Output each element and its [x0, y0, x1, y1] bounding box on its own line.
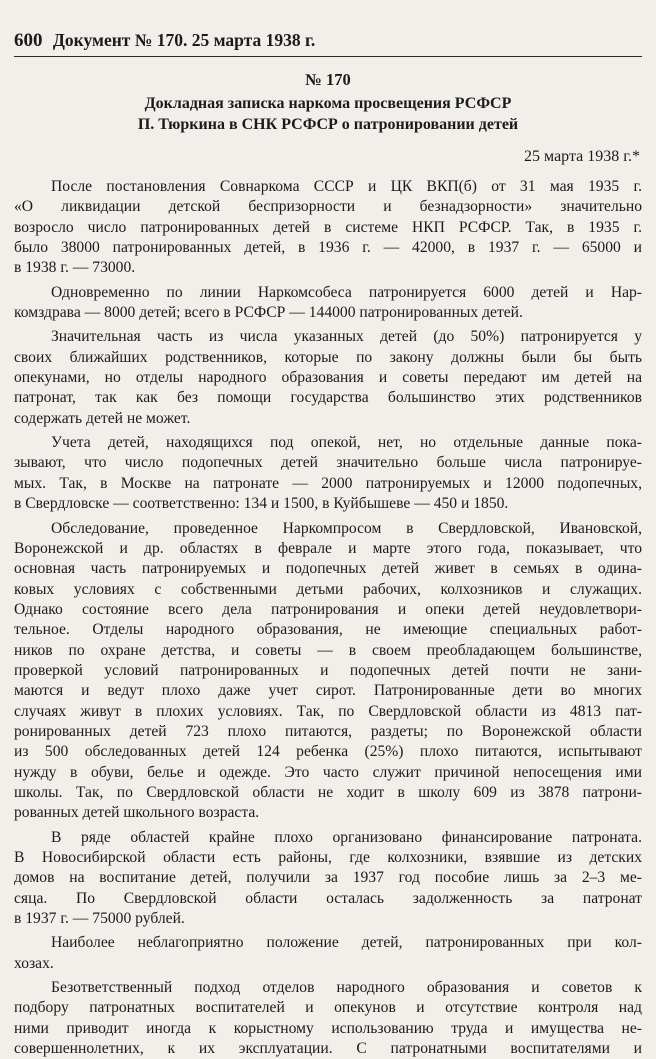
paragraph-line: школы. Так, по Свердловской области не ходит в школу 609 из 3878 патрони- — [14, 783, 642, 801]
paragraph-line: основная часть патронируемых и подопечных детей живет в семьях в одина- — [14, 560, 642, 578]
document-date: 25 марта 1938 г.* — [524, 148, 640, 165]
paragraph-line: В ряде областей крайне плохо организовано финансирование патроната. — [51, 828, 642, 846]
paragraph-line: В Новосибирской области есть районы, где колхозники, взявшие из детских — [14, 849, 642, 866]
paragraph-line: подбору патронатных воспитателей и опекунов и отсутствие контроля над — [14, 999, 642, 1017]
document-title-line: П. Тюркина в СНК РСФСР о патронировании детей — [137, 116, 519, 133]
paragraph — [14, 933, 642, 974]
running-header — [14, 30, 642, 52]
paragraph — [14, 177, 642, 279]
paragraph-line: из 500 обследованных детей 124 ребенка (25%) плохо питаются, испытывают — [14, 743, 642, 761]
paragraph-line: патронат, так как без помощи государства большинство этих родственников — [14, 389, 642, 407]
document-title — [0, 93, 656, 135]
page-number: 600 — [14, 30, 43, 51]
paragraph-line: нужду в обуви, белье и одежде. Это часто служит причиной непосещения ими — [14, 763, 642, 781]
paragraph-line: содержать детей не может. — [14, 409, 191, 427]
paragraph-line: рованных детей школьного возраста. — [14, 804, 260, 822]
header-rule — [14, 56, 642, 57]
paragraph-line: Безответственный подход отделов народного образования и советов к — [51, 979, 642, 997]
paragraph-line: ников по охране детства, и советы — в своем преобладающем большинстве, — [14, 641, 642, 659]
running-title: Документ № 170. 25 марта 1938 г. — [52, 30, 316, 50]
paragraph-line: было 38000 патронированных детей, в 1936 г. — 42000, в 1937 г. — 65000 и — [14, 239, 642, 257]
paragraph-line: совершеннолетних, к их эксплуатации. С патронатными воспитателями и — [14, 1040, 642, 1058]
paragraph-line: в 1937 г. — 75000 рублей. — [14, 910, 185, 928]
paragraph-line: проверкой условий патронированных и подопечных детей почти не зани- — [14, 661, 642, 679]
paragraph-line: зывают, что число подопечных детей значительно больше числа патронируе- — [14, 454, 642, 472]
paragraph-line: «О ликвидации детской беспризорности и безнадзорности» значительно — [14, 198, 642, 216]
paragraph-line: Обследование, проведенное Наркомпросом в Свердловской, Ивановской, — [51, 519, 642, 537]
paragraph-line: своих ближайших родственников, которые по закону должны были бы быть — [14, 348, 642, 366]
paragraph-line: случаях живут в плохих условиях. Так, по Свердловской области из 4813 пат- — [14, 702, 642, 720]
paragraph-line: мых. Так, в Москве на патронате — 2000 патронируемых и 12000 подопечных, — [14, 474, 642, 492]
paragraph-line: в Свердловске — соответственно: 134 и 1500, в Куйбышеве — 450 и 1850. — [14, 495, 509, 513]
paragraph — [14, 978, 642, 1059]
paragraph-line: Одновременно по линии Наркомсобеса патронируется 6000 детей и Нар- — [51, 283, 642, 301]
document-number: № 170 — [305, 70, 351, 89]
paragraph — [14, 519, 642, 824]
paragraph — [14, 828, 642, 930]
paragraph-line: тельное. Отделы народного образования, не имеющие специальных работ- — [14, 621, 642, 639]
paragraph-line: возросло число патронированных детей в системе НКП РСФСР. Так, в 1935 г. — [14, 218, 642, 236]
paragraph — [14, 327, 642, 429]
paragraph-line: комздрава — 8000 детей; всего в РСФСР — 144000 патронированных детей. — [14, 304, 523, 322]
paragraph-line: ронированных детей 723 плохо питаются, раздеты; по Воронежской области — [14, 722, 642, 740]
paragraph-line: хозах. — [14, 954, 54, 972]
paragraph-line: Учета детей, находящихся под опекой, нет, но отдельные данные пока- — [51, 434, 642, 452]
document-body — [14, 177, 642, 1059]
paragraph-line: Воронежской и др. областях в феврале и марте этого года, показывает, что — [14, 539, 642, 557]
paragraph-line: После постановления Совнаркома СССР и ЦК ВКП(б) от 31 мая 1935 г. — [51, 178, 642, 195]
paragraph-line: маются и ведут плохо даже учет сирот. Патронированные дети во многих — [14, 682, 642, 700]
paragraph-line: Значительная часть из числа указанных детей (до 50%) патронируется у — [51, 328, 642, 346]
paragraph-line: Однако состояние всего дела патронирования и опеки детей неудовлетвори- — [14, 600, 642, 618]
paragraph-line: ними приводит иногда к корыстному использованию труда и имущества не- — [14, 1019, 642, 1037]
paragraph-line: сяца. По Свердловской области осталась задолженность за патронат — [14, 889, 642, 907]
document-title-line: Докладная записка наркома просвещения РСФСР — [144, 95, 512, 112]
paragraph-line: ковых условиях с собственными детьми рабочих, колхозников и служащих. — [14, 580, 642, 598]
paragraph-line: опекунами, но отделы народного образования и советы передают им детей на — [14, 369, 642, 387]
paragraph-line: домов на воспитание детей, получили за 1937 год пособие лишь за 2–3 ме- — [14, 869, 642, 887]
paragraph — [14, 283, 642, 324]
paragraph-line: в 1938 г. — 73000. — [14, 259, 136, 277]
paragraph-line: Наиболее неблагоприятно положение детей, патронированных при кол- — [51, 934, 642, 952]
paragraph — [14, 433, 642, 514]
